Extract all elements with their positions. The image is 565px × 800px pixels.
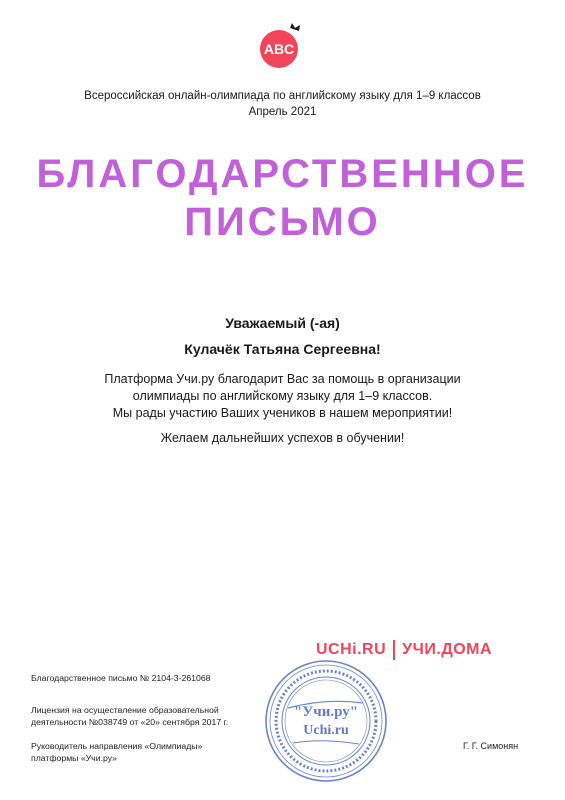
stamp-line-2: Uchi.ru	[303, 723, 349, 738]
head-line-2: платформы «Учи.ру»	[31, 753, 117, 763]
title-line-1: БЛАГОДАРСТВЕННОЕ	[36, 152, 529, 196]
brand-divider	[393, 640, 395, 660]
olympiad-header	[0, 88, 565, 120]
license-line-2: деятельности №038749 от «20» сентября 2017 г.	[31, 717, 229, 727]
official-stamp	[263, 658, 389, 784]
body-line-2: олимпиады по английскому языку для 1–9 классов.	[132, 389, 433, 403]
license-info	[31, 704, 228, 728]
letter-body	[0, 371, 565, 422]
stamp-line-1: "Учи.ру"	[293, 704, 359, 720]
license-line-1: Лицензия на осуществление образовательной	[31, 705, 219, 715]
olympiad-name: Всероссийская онлайн-олимпиада по английскому языку для 1–9 классов	[84, 90, 481, 102]
head-line-1: Руководитель направления «Олимпиады»	[31, 741, 203, 751]
body-line-1: Платформа Учи.ру благодарит Вас за помощь в организации	[104, 372, 461, 386]
abc-logo-icon	[256, 22, 304, 70]
brand-logos	[316, 640, 492, 660]
title-line-2: ПИСЬМО	[184, 200, 381, 244]
greeting	[0, 310, 565, 362]
uchi-doma-logo: УЧИ.ДОМА	[402, 641, 493, 658]
uchi-ru-logo: UCHi.RU	[316, 641, 387, 658]
logo-text: ABC	[263, 41, 295, 57]
body-line-3: Мы рады участию Ваших учеников в нашем мероприятии!	[112, 406, 453, 420]
salutation: Уважаемый (-ая)	[225, 315, 340, 331]
recipient-name: Кулачёк Татьяна Сергеевна!	[184, 341, 381, 357]
document-title	[0, 150, 565, 246]
certificate-number: Благодарственное письмо № 2104-3-261068	[31, 673, 211, 683]
signer-name: Г. Г. Симонян	[463, 741, 519, 751]
olympiad-date: Апрель 2021	[248, 106, 317, 118]
head-position	[31, 740, 202, 764]
wish-text: Желаем дальнейших успехов в обучении!	[160, 431, 405, 445]
